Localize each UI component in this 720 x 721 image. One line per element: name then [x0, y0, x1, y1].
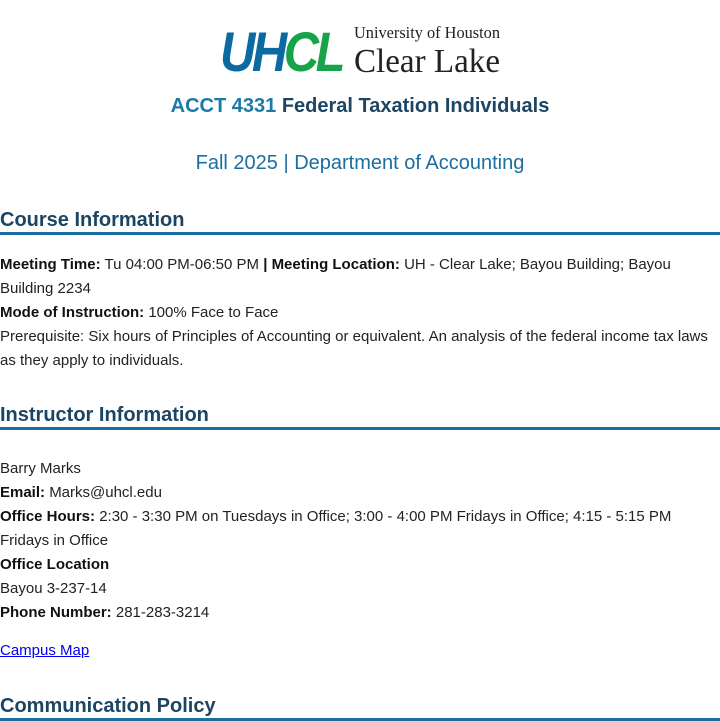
- email-label: Email:: [0, 484, 46, 501]
- course-title: [0, 94, 720, 118]
- meeting-line: [0, 253, 716, 301]
- meeting-time: Tu 04:00 PM-06:50 PM: [104, 256, 260, 273]
- email-value: Marks@uhcl.edu: [49, 484, 162, 501]
- office-location-value: Bayou 3-237-14: [0, 580, 107, 597]
- phone-line: [0, 601, 716, 625]
- mode-value: 100% Face to Face: [148, 304, 279, 321]
- communication-heading: Communication Policy: [0, 691, 720, 721]
- logo-line2: Clear Lake: [354, 43, 500, 76]
- course-info-block: [0, 253, 716, 373]
- logo-mark: UHCL: [220, 20, 351, 76]
- uhcl-logo: [220, 20, 502, 76]
- phone-label: Phone Number:: [0, 604, 112, 621]
- meeting-separator: |: [263, 256, 268, 273]
- office-location-label: Office Location: [0, 556, 110, 573]
- office-hours-value: 2:30 - 3:30 PM on Tuesdays in Office; 3:00 - 4:00 PM Fridays in Office; 4:15 - 5:15 PM Fridays in Office: [0, 508, 672, 549]
- instructor-heading: Instructor Information: [0, 400, 720, 430]
- course-info-heading: Course Information: [0, 205, 720, 235]
- course-name: Federal Taxation Individuals: [281, 95, 550, 117]
- campus-map-link[interactable]: Campus Map: [0, 642, 90, 659]
- logo-line1: University of Houston: [354, 23, 501, 42]
- meeting-location: UH - Clear Lake; Bayou Building; Bayou Building 2234: [0, 256, 671, 297]
- meeting-time-label: Meeting Time:: [0, 256, 101, 273]
- term-line: Fall 2025 | Department of Accounting: [195, 152, 525, 174]
- office-hours-line: [0, 505, 716, 553]
- meeting-location-label: Meeting Location:: [271, 256, 400, 273]
- prerequisite: Prerequisite: Six hours of Principles of Accounting or equivalent. An analysis of the federal income tax laws as they apply to individuals.: [0, 328, 708, 369]
- instructor-block: [0, 457, 716, 625]
- mode-label: Mode of Instruction:: [0, 304, 145, 321]
- mode-line: [0, 301, 716, 325]
- office-hours-label: Office Hours:: [0, 508, 96, 525]
- email-line: [0, 481, 716, 505]
- instructor-name: Barry Marks: [0, 460, 81, 477]
- course-code: ACCT 4331: [170, 95, 277, 117]
- phone-value: 281-283-3214: [115, 604, 210, 621]
